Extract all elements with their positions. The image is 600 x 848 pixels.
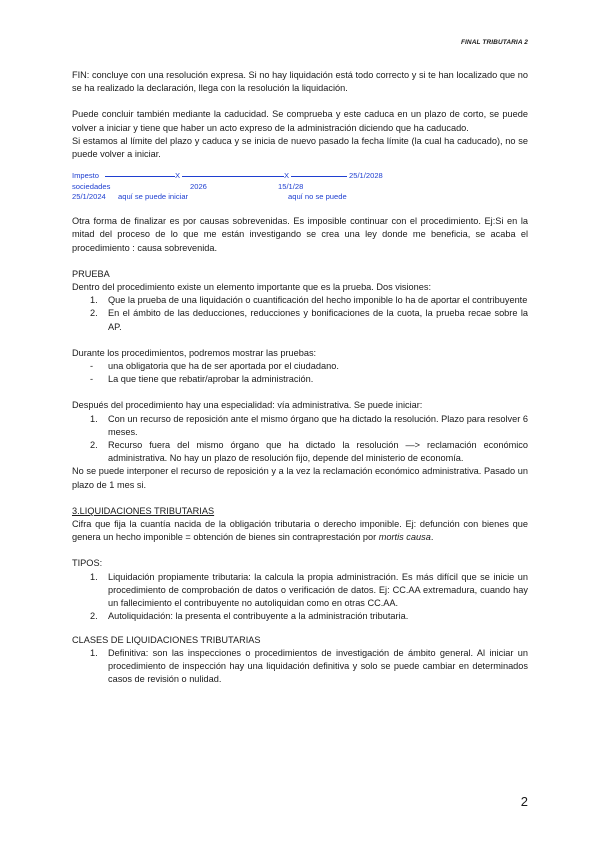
timeline-mark-2: X — [284, 171, 290, 181]
heading-tipos: TIPOS: — [72, 558, 103, 569]
tipos-list — [72, 571, 528, 624]
paragraph-caducidad-limite: Si estamos al límite del plazo y caduca y se inicia de nuevo pasado la fecha límite (la cual ha caducado), no se puede volver a iniciar. — [72, 135, 528, 160]
timeline-date-limit: 15/1/28 — [278, 181, 304, 191]
heading-prueba: PRUEBA — [72, 268, 110, 279]
timeline-label-impuesto: Impesto — [72, 171, 100, 181]
paragraph-fin: FIN: concluye con una resolución expresa. Si no hay liquidación está todo correcto y si te han localizado que no se ha realizado la declaración, llega con la resolución la liquidación. — [72, 70, 528, 94]
via-administrativa-list — [72, 413, 528, 466]
list-item: 2. Recurso fuera del mismo órgano que ha dictado la resolución —> reclamación económico administrativa. No hay un plazo de resolución fijo, depende del ministerio de economía. — [90, 440, 528, 464]
heading-liquidaciones: 3.LIQUIDACIONES TRIBUTARIAS — [72, 505, 215, 516]
paragraph-caducidad: Puede concluir también mediante la caducidad. Se comprueba y este caduca en un plazo de corto, se puede volver a iniciar y tiene que haber un acto expreso de la administración diciendo que ha caducado. — [72, 109, 528, 133]
running-header: FINAL TRIBUTARIA 2 — [460, 39, 528, 46]
list-item: - La que tiene que rebatir/aprobar la administración. — [90, 374, 314, 385]
timeline-line-segment — [291, 176, 347, 177]
list-item: 1. Definitiva: son las inspecciones o procedimientos de investigación de ámbito general. Al iniciar un procedimiento de inspección hay una liquidación definitiva y solo se puede cambiar en determinados casos de revisión o nulidad. — [90, 647, 528, 685]
timeline-line-segment — [105, 176, 175, 177]
list-item: 2. Autoliquidación: la presenta el contribuyente a la administración tributaria. — [90, 611, 409, 622]
page-body — [72, 69, 528, 686]
timeline-diagram — [72, 171, 528, 205]
paragraph-durante: Durante los procedimientos, podremos mostrar las pruebas: — [72, 347, 317, 358]
paragraph-despues: Después del procedimiento hay una especialidad: vía administrativa. Se puede iniciar: — [72, 400, 423, 411]
heading-clases: CLASES DE LIQUIDACIONES TRIBUTARIAS — [72, 634, 261, 645]
list-item: 1. Que la prueba de una liquidación o cuantificación del hecho imponible lo ha de aportar el contribuyente — [90, 295, 528, 306]
list-item: 2. En el ámbito de las deducciones, reducciones y bonificaciones de la cuota, la prueba recae sobre la AP. — [90, 308, 528, 332]
pruebas-list — [72, 360, 528, 386]
timeline-row-3 — [72, 192, 528, 203]
list-item: 1. Con un recurso de reposición ante el mismo órgano que ha dictado la resolución. Plazo para resolver 6 meses. — [90, 413, 528, 437]
timeline-year: 2026 — [190, 181, 207, 191]
timeline-start-date: 25/1/2024 — [72, 192, 106, 202]
timeline-note-can: aquí se puede iniciar — [118, 192, 189, 202]
timeline-note-cannot: aquí no se puede — [288, 192, 347, 202]
timeline-label-sociedades: sociedades — [72, 181, 111, 191]
list-item: - una obligatoria que ha de ser aportada por el ciudadano. — [90, 361, 339, 372]
timeline-end-date: 25/1/2028 — [349, 171, 383, 181]
paragraph-sobrevenidas: Otra forma de finalizar es por causas sobrevenidas. Es imposible continuar con el procedimiento. Ej:Si en la mitad del proceso de lo que me están investigando se crea una ley donde me beneficia, se acaba el procedimiento : causa sobrevenida. — [72, 216, 528, 253]
prueba-list — [72, 294, 528, 334]
timeline-row-1 — [72, 171, 528, 182]
list-item: 1. Liquidación propiamente tributaria: la calcula la propia administración. Es más difícil que se inicie un procedimiento de comprobación de datos o verificación de datos. Ej: CC.AA extremadura, cuando hay un fallecimiento el contribuyente no autoliquidan como en otras CC.AA. — [90, 571, 528, 609]
paragraph-liquidacion-definicion: Cifra que fija la cuantía nacida de la obligación tributaria o derecho imponible. Ej: defunción con bienes que genera un hecho imponible = obtención de bienes sin contraprestación por mortis causa. — [72, 519, 528, 543]
paragraph-prueba-intro: Dentro del procedimiento existe un elemento importante que es la prueba. Dos visiones: — [72, 282, 432, 293]
timeline-row-2 — [72, 182, 528, 193]
timeline-mark-1: X — [175, 171, 181, 181]
timeline-line-segment — [182, 176, 284, 177]
clases-list — [72, 647, 528, 687]
paragraph-no-interponer: No se puede interponer el recurso de reposición y a la vez la reclamación económico administrativa. Pasado un plazo de 1 mes si. — [72, 466, 528, 490]
page-number: 2 — [520, 794, 528, 809]
